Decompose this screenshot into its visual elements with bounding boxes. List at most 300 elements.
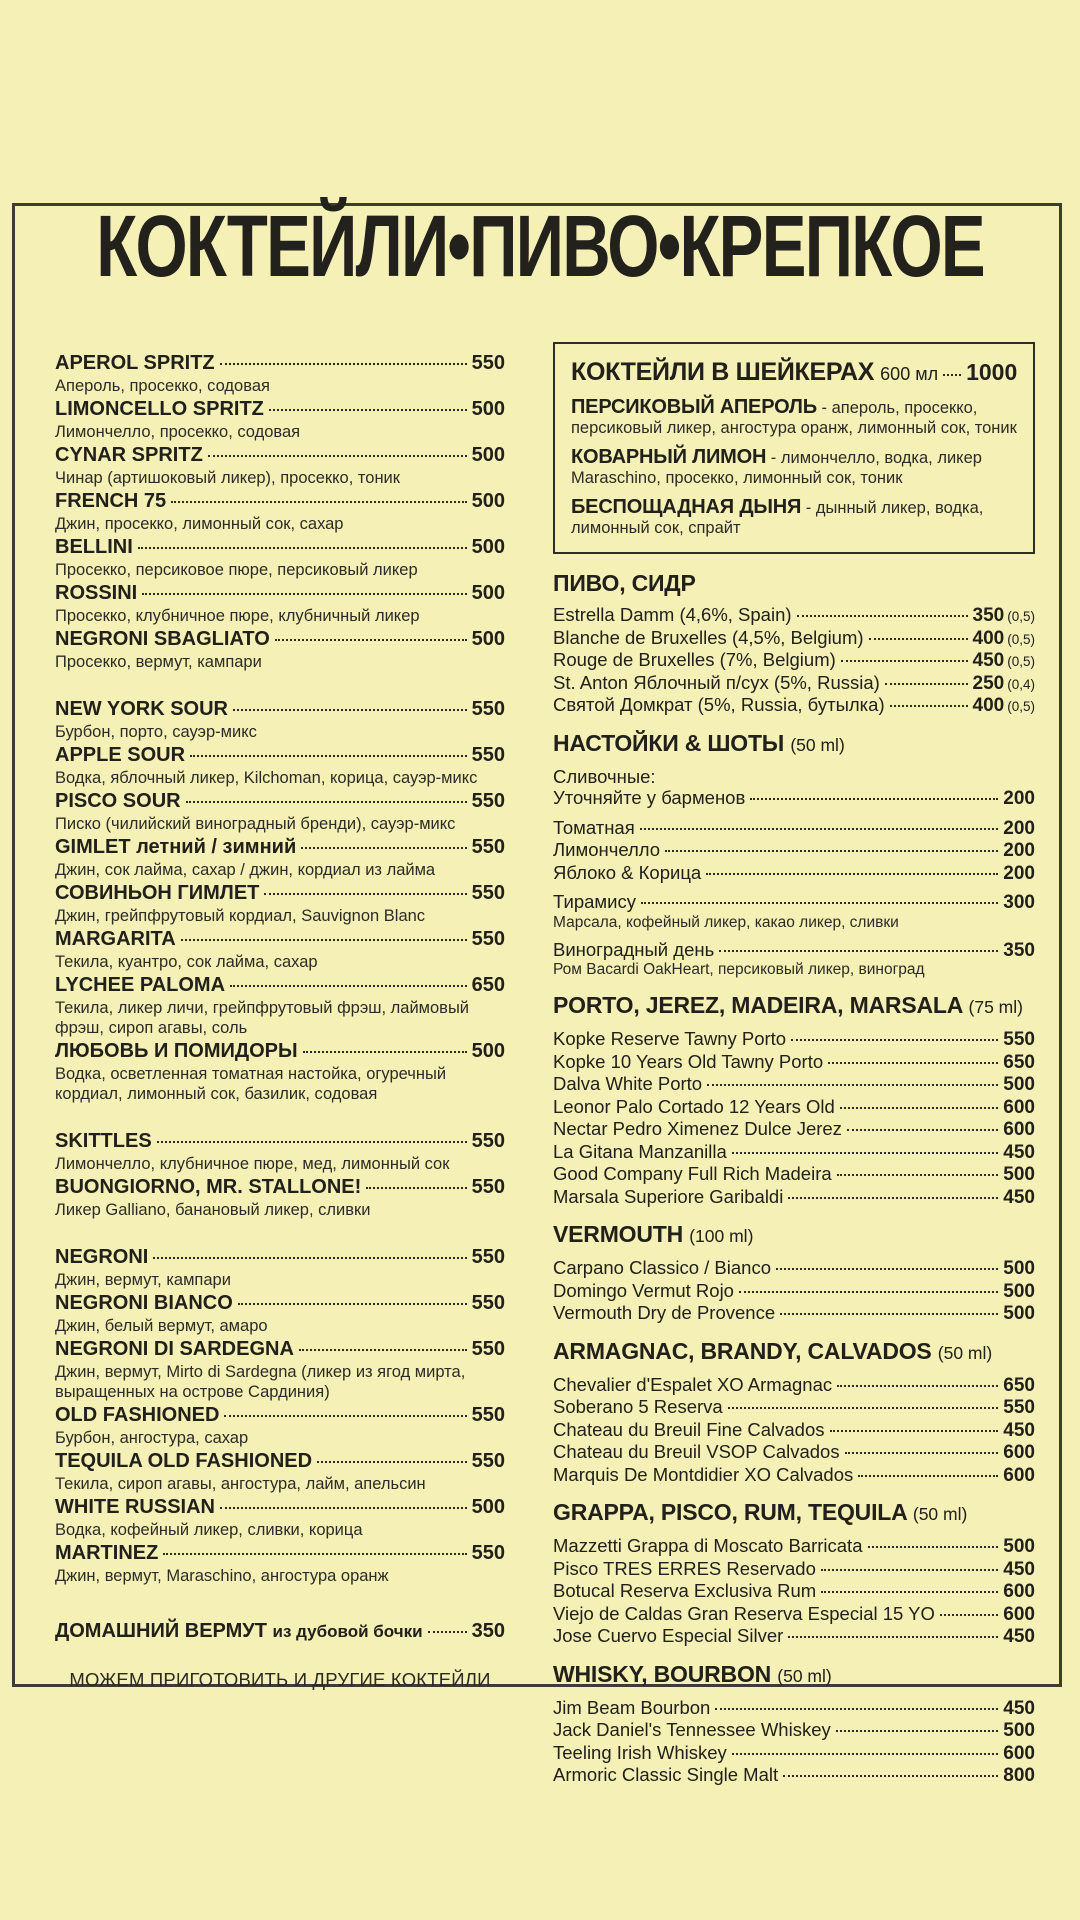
section-unit: (50 ml) — [790, 734, 845, 755]
item-price: 500 — [1003, 1280, 1035, 1302]
dot-leader — [869, 638, 968, 640]
dot-leader — [890, 705, 968, 707]
cocktail-item — [55, 1496, 505, 1540]
list-item — [553, 694, 1035, 717]
item-description: Марсала, кофейный ликер, какао ликер, сливки — [553, 913, 899, 931]
dot-leader — [269, 409, 467, 411]
dot-leader — [707, 1084, 998, 1086]
item-price: 550 — [471, 1130, 505, 1152]
dot-leader — [837, 1385, 998, 1387]
item-description: Бурбон, порто, сауэр-микс — [55, 723, 257, 741]
item-price: 450 — [972, 650, 1005, 671]
shaker-header — [571, 356, 1017, 388]
item-price: 450 — [1003, 1697, 1035, 1719]
item-name: Chateau du Breuil Fine Calvados — [553, 1418, 825, 1440]
item-row — [55, 1246, 505, 1269]
dot-leader — [233, 709, 467, 711]
dot-leader — [181, 939, 467, 941]
item-price: 600 — [1003, 1119, 1035, 1140]
shaker-item — [571, 397, 1017, 438]
item-name: Лимончелло — [553, 839, 661, 860]
item-name: Domingo Vermut Rojo — [553, 1279, 734, 1301]
list-item — [553, 627, 1035, 650]
item-row — [55, 582, 505, 605]
dot-leader — [828, 1062, 998, 1064]
item-name: MARTINEZ — [55, 1542, 159, 1564]
item-row — [553, 1396, 1035, 1419]
item-price: 550 — [471, 744, 505, 766]
item-row — [55, 882, 505, 905]
dot-leader — [739, 1291, 998, 1293]
house-vermouth-item — [55, 1620, 505, 1643]
cocktail-group — [55, 698, 505, 1104]
dot-leader — [940, 1614, 998, 1616]
item-price: 650 — [471, 974, 505, 996]
list-item — [553, 1280, 1035, 1303]
item-name: GIMLET летний / зимний — [55, 836, 297, 858]
item-price: 800 — [1003, 1765, 1035, 1786]
cocktail-item — [55, 1542, 505, 1586]
item-row — [55, 744, 505, 767]
menu-section — [553, 570, 1035, 717]
cocktail-item — [55, 1040, 505, 1104]
item-name: Jim Beam Bourbon — [553, 1696, 711, 1718]
item-price: 350 — [471, 1620, 505, 1642]
cocktail-group — [55, 1130, 505, 1220]
separator: - — [801, 499, 816, 517]
item-price: 600 — [1003, 1603, 1035, 1625]
item-description: Водка, яблочный ликер, Kilchoman, корица, сауэр-микс — [55, 769, 478, 787]
list-item — [553, 787, 1035, 810]
list-item — [553, 1374, 1035, 1397]
item-description: Джин, вермут, Maraschino, ангостура оранж — [55, 1567, 389, 1585]
dot-leader — [428, 1631, 467, 1633]
list-item — [553, 1580, 1035, 1603]
item-price: 550 — [471, 882, 505, 904]
item-description: Просекко, вермут, кампари — [55, 653, 262, 671]
item-price: 500 — [1003, 1303, 1035, 1324]
list-item — [553, 766, 1035, 788]
item-name: FRENCH 75 — [55, 490, 167, 512]
item-row — [553, 1141, 1035, 1164]
item-name: Botucal Reserva Exclusiva Rum — [553, 1580, 817, 1601]
item-description: Водка, кофейный ликер, сливки, корица — [55, 1521, 363, 1539]
item-price: 550 — [471, 352, 505, 374]
cocktail-item — [55, 744, 505, 788]
list-item — [553, 1118, 1035, 1141]
dot-leader — [791, 1039, 998, 1041]
section-title: PORTO, JEREZ, MADEIRA, MARSALA — [553, 992, 963, 1018]
item-name: Chevalier d'Espalet XO Armagnac — [553, 1373, 833, 1395]
item-price: 400 — [972, 695, 1005, 716]
dot-leader — [301, 847, 466, 849]
item-row — [55, 790, 505, 813]
item-name: Armoric Classic Single Malt — [553, 1764, 779, 1785]
section-unit: (50 ml) — [777, 1665, 832, 1686]
item-name: Carpano Classico / Bianco — [553, 1257, 771, 1278]
dot-leader — [837, 1174, 999, 1176]
cocktails-column — [55, 352, 505, 1691]
item-row — [553, 672, 1035, 695]
item-row — [553, 1118, 1035, 1141]
cocktail-item — [55, 698, 505, 742]
item-description: лимончелло, водка, ликер Maraschino, просекко, лимонный сок, тоник — [571, 449, 982, 487]
item-description: Просекко, клубничное пюре, клубничный ликер — [55, 607, 420, 625]
item-price: 600 — [1003, 1442, 1035, 1463]
item-price: 450 — [1003, 1558, 1035, 1580]
item-name: Vermouth Dry de Provence — [553, 1302, 776, 1323]
item-name: Jack Daniel's Tennessee Whiskey — [553, 1719, 831, 1740]
item-description: Джин, вермут, кампари — [55, 1271, 231, 1289]
list-item — [553, 1396, 1035, 1419]
item-name: St. Anton Яблочный п/сух (5%, Russia) — [553, 671, 880, 693]
item-name: Rouge de Bruxelles (7%, Belgium) — [553, 649, 836, 670]
item-name: Blanche de Bruxelles (4,5%, Belgium) — [553, 626, 864, 648]
item-name: NEGRONI SBAGLIATO — [55, 628, 270, 650]
item-price: 650 — [1003, 1051, 1035, 1073]
item-name: Soberano 5 Reserva — [553, 1396, 723, 1417]
menu-section — [553, 1221, 1035, 1325]
item-price: 600 — [1003, 1742, 1035, 1764]
item-name: Уточняйте у барменов — [553, 787, 746, 808]
item-price: 200 — [1003, 817, 1035, 839]
shaker-volume: 600 мл — [880, 364, 939, 384]
list-item — [553, 1535, 1035, 1558]
list-item — [553, 1028, 1035, 1051]
item-row — [55, 1542, 505, 1565]
item-row — [553, 891, 1035, 914]
item-name: Kopke Reserve Tawny Porto — [553, 1028, 787, 1049]
item-price: 500 — [471, 582, 505, 604]
cocktail-item — [55, 1176, 505, 1220]
dot-leader — [220, 363, 467, 365]
shaker-item — [571, 447, 1017, 488]
item-row — [553, 939, 1035, 962]
dot-leader — [783, 1775, 998, 1777]
item-price: 600 — [1003, 1464, 1035, 1486]
item-name: КОВАРНЫЙ ЛИМОН — [571, 446, 767, 468]
item-price: 450 — [1003, 1186, 1035, 1208]
item-row — [553, 604, 1035, 627]
list-item — [553, 939, 1035, 980]
item-price: 550 — [471, 1176, 505, 1198]
dot-leader — [847, 1129, 998, 1131]
dot-leader — [797, 615, 968, 617]
item-name: APPLE SOUR — [55, 744, 186, 766]
item-name: Teeling Irish Whiskey — [553, 1741, 727, 1763]
item-name: Томатная — [553, 816, 635, 838]
dot-leader — [303, 1051, 467, 1053]
item-name: NEW YORK SOUR — [55, 698, 228, 720]
cocktail-item — [55, 490, 505, 534]
item-price: 550 — [1003, 1029, 1035, 1050]
dot-leader — [780, 1313, 998, 1315]
item-description: Текила, сироп агавы, ангостура, лайм, апельсин — [55, 1475, 426, 1493]
section-header — [553, 1221, 1035, 1250]
item-row — [55, 398, 505, 421]
item-row — [553, 1764, 1035, 1787]
cocktail-item — [55, 1404, 505, 1448]
item-row — [553, 1603, 1035, 1626]
dot-leader — [138, 547, 467, 549]
list-item — [553, 891, 1035, 932]
item-volume: (0,5) — [1007, 609, 1035, 624]
cocktail-item — [55, 352, 505, 396]
list-item — [553, 1141, 1035, 1164]
item-name: CYNAR SPRITZ — [55, 444, 203, 466]
item-description: Текила, куантро, сок лайма, сахар — [55, 953, 318, 971]
item-name: СОВИНЬОН ГИМЛЕТ — [55, 882, 260, 904]
item-description: Писко (чилийский виноградный бренди), сауэр-микс — [55, 815, 456, 833]
item-name: Good Company Full Rich Madeira — [553, 1163, 832, 1184]
section-header — [553, 730, 1035, 759]
item-name: PISCO SOUR — [55, 790, 181, 812]
item-description: Джин, грейпфрутовый кордиал, Sauvignon Blanc — [55, 907, 426, 925]
menu-note: МОЖЕМ ПРИГОТОВИТЬ И ДРУГИЕ КОКТЕЙЛИ — [69, 1669, 491, 1690]
item-description: Чинар (артишоковый ликер), просекко, тоник — [55, 469, 400, 487]
dot-leader — [190, 755, 467, 757]
item-row — [55, 1450, 505, 1473]
item-row — [553, 1558, 1035, 1581]
item-row — [553, 862, 1035, 885]
item-name: NEGRONI BIANCO — [55, 1292, 233, 1314]
item-price: 550 — [471, 928, 505, 950]
dot-leader — [640, 828, 999, 830]
item-price: 500 — [471, 628, 505, 650]
item-row — [553, 1302, 1035, 1325]
item-description: Джин, сок лайма, сахар / джин, кордиал из лайма — [55, 861, 436, 879]
item-name: ДОМАШНИЙ ВЕРМУТ из дубовой бочки — [55, 1620, 423, 1642]
item-price: 500 — [1003, 1258, 1035, 1279]
item-price: 650 — [1003, 1374, 1035, 1396]
item-description: Просекко, персиковое пюре, персиковый ликер — [55, 561, 418, 579]
list-item — [553, 1257, 1035, 1280]
item-price: 550 — [471, 1450, 505, 1472]
dot-leader — [163, 1553, 466, 1555]
item-name: APEROL SPRITZ — [55, 352, 215, 374]
item-description: Апероль, просекко, содовая — [55, 377, 270, 395]
section-header — [553, 1338, 1035, 1367]
dot-leader — [821, 1569, 998, 1571]
list-item — [553, 862, 1035, 885]
list-item — [553, 1051, 1035, 1074]
item-row — [553, 1419, 1035, 1442]
dot-leader — [788, 1636, 998, 1638]
item-name: Виноградный день — [553, 938, 715, 960]
separator: - — [766, 449, 781, 467]
section-header — [553, 1661, 1035, 1690]
item-name: WHITE RUSSIAN — [55, 1496, 215, 1518]
item-name: OLD FASHIONED — [55, 1404, 220, 1426]
item-price: 550 — [471, 1404, 505, 1426]
item-row — [55, 836, 505, 859]
list-item — [553, 649, 1035, 672]
item-row — [55, 1040, 505, 1063]
dot-leader — [366, 1187, 466, 1189]
item-row — [553, 1186, 1035, 1209]
item-row — [553, 1051, 1035, 1074]
item-name: Святой Домкрат (5%, Russia, бутылка) — [553, 694, 885, 715]
dot-leader — [943, 374, 961, 376]
list-item — [553, 1419, 1035, 1442]
list-item — [553, 1603, 1035, 1626]
list-item — [553, 1464, 1035, 1487]
item-price: 250 — [972, 672, 1005, 694]
beer-strong-column — [553, 342, 1035, 1787]
item-row — [55, 536, 505, 559]
item-name: La Gitana Manzanilla — [553, 1140, 727, 1162]
item-price: 550 — [471, 1542, 505, 1564]
menu-section — [553, 1499, 1035, 1648]
list-item — [553, 839, 1035, 862]
item-description: Текила, ликер личи, грейпфрутовый фрэш, лаймовый фрэш, сироп агавы, соль — [55, 999, 470, 1037]
item-name: NEGRONI DI SARDEGNA — [55, 1338, 294, 1360]
cocktail-item — [55, 928, 505, 972]
item-description: Ром Bacardi OakHeart, персиковый ликер, виноград — [553, 961, 925, 978]
item-price: 500 — [471, 398, 505, 420]
item-price: 550 — [1003, 1397, 1035, 1418]
item-volume: (0,5) — [1007, 699, 1035, 714]
item-name: ROSSINI — [55, 582, 138, 604]
section-title: ПИВО, СИДР — [553, 570, 696, 596]
item-name-suffix: из дубовой бочки — [272, 1622, 423, 1641]
section-title: ARMAGNAC, BRANDY, CALVADOS — [553, 1337, 932, 1364]
item-name: Kopke 10 Years Old Tawny Porto — [553, 1050, 824, 1072]
list-item — [553, 1697, 1035, 1720]
item-row — [553, 1742, 1035, 1765]
list-item — [553, 1302, 1035, 1325]
item-description: Лимончелло, клубничное пюре, мед, лимонный сок — [55, 1155, 450, 1173]
item-volume: (0,5) — [1007, 654, 1035, 669]
section-header — [553, 570, 1035, 597]
dot-leader — [706, 873, 998, 875]
item-price: 200 — [1003, 840, 1035, 861]
item-row — [553, 1535, 1035, 1558]
item-row — [553, 1625, 1035, 1648]
item-row — [55, 1130, 505, 1153]
dot-leader — [841, 660, 968, 662]
section-title: WHISKY, BOURBON — [553, 1660, 772, 1687]
item-price: 450 — [1003, 1419, 1035, 1441]
item-price: 300 — [1003, 892, 1035, 913]
dot-leader — [836, 1730, 999, 1732]
item-price: 600 — [1003, 1581, 1035, 1602]
dot-leader — [788, 1197, 998, 1199]
list-item — [553, 1163, 1035, 1186]
item-price: 500 — [471, 1040, 505, 1062]
item-name: БЕСПОЩАДНАЯ ДЫНЯ — [571, 496, 802, 518]
item-label: Сливочные: — [553, 765, 656, 787]
item-price: 550 — [471, 836, 505, 858]
section-unit: (50 ml) — [912, 1504, 968, 1524]
item-name: Marquis De Montdidier XO Calvados — [553, 1463, 854, 1485]
shaker-price: 1000 — [966, 359, 1018, 385]
item-price: 550 — [471, 698, 505, 720]
item-row — [553, 1257, 1035, 1280]
item-description: апероль, просекко, персиковый ликер, ангостура оранж, лимонный сок, тоник — [571, 399, 1017, 437]
item-name: BELLINI — [55, 536, 133, 558]
item-row — [553, 1697, 1035, 1720]
item-name: MARGARITA — [55, 928, 176, 950]
dot-leader — [238, 1303, 467, 1305]
item-name: Nectar Pedro Ximenez Dulce Jerez — [553, 1118, 842, 1139]
dot-leader — [208, 455, 467, 457]
cocktail-item — [55, 1292, 505, 1336]
dot-leader — [220, 1507, 467, 1509]
cocktail-item — [55, 628, 505, 672]
cocktail-item — [55, 398, 505, 442]
item-name: Jose Cuervo Especial Silver — [553, 1625, 784, 1646]
item-row — [553, 1073, 1035, 1096]
dot-leader — [885, 683, 968, 685]
item-price: 500 — [1003, 1074, 1035, 1095]
dot-leader — [728, 1407, 999, 1409]
item-row — [553, 1096, 1035, 1119]
dot-leader — [830, 1430, 999, 1432]
shaker-box — [553, 342, 1035, 554]
item-name: Mazzetti Grappa di Moscato Barricata — [553, 1535, 863, 1556]
dot-leader — [750, 798, 998, 800]
item-description: Джин, просекко, лимонный сок, сахар — [55, 515, 344, 533]
item-description: Бурбон, ангостура, сахар — [55, 1429, 249, 1447]
item-row — [55, 1292, 505, 1315]
item-row — [55, 490, 505, 513]
list-item — [553, 1096, 1035, 1119]
item-row — [553, 1163, 1035, 1186]
item-price: 500 — [471, 1496, 505, 1518]
item-name: Тирамису — [553, 891, 636, 912]
item-row — [55, 1176, 505, 1199]
section-unit: (50 ml) — [937, 1342, 993, 1363]
item-name: ПЕРСИКОВЫЙ АПЕРОЛЬ — [571, 396, 817, 418]
list-item — [553, 1073, 1035, 1096]
shaker-item — [571, 497, 1017, 538]
item-price: 550 — [471, 1246, 505, 1268]
item-description: Водка, осветленная томатная настойка, огуречный кордиал, лимонный сок, базилик, содовая — [55, 1065, 447, 1103]
item-row — [553, 787, 1035, 810]
dot-leader — [317, 1461, 467, 1463]
item-row — [553, 1441, 1035, 1464]
list-item — [553, 817, 1035, 840]
dot-leader — [299, 1349, 467, 1351]
dot-leader — [641, 902, 998, 904]
item-price: 600 — [1003, 1096, 1035, 1118]
dot-leader — [858, 1475, 998, 1477]
dot-leader — [732, 1753, 999, 1755]
menu-section — [553, 992, 1035, 1208]
item-row — [55, 1496, 505, 1519]
item-description: Ликер Galliano, банановый ликер, сливки — [55, 1201, 371, 1219]
item-volume: (0,5) — [1007, 631, 1035, 647]
item-name: Marsala Superiore Garibaldi — [553, 1185, 784, 1207]
menu-title — [0, 198, 1080, 294]
item-row — [553, 627, 1035, 650]
cocktail-item — [55, 882, 505, 926]
item-name: Pisco TRES ERRES Reservado — [553, 1557, 816, 1579]
item-row — [55, 352, 505, 375]
section-unit: (75 ml) — [968, 997, 1023, 1017]
item-price: 500 — [471, 490, 505, 512]
item-row — [553, 839, 1035, 862]
section-header — [553, 992, 1035, 1021]
cocktail-group — [55, 1246, 505, 1586]
item-name: ЛЮБОВЬ И ПОМИДОРЫ — [55, 1040, 298, 1062]
item-name: TEQUILA OLD FASHIONED — [55, 1450, 313, 1472]
dot-leader — [845, 1452, 999, 1454]
item-description: Лимончелло, просекко, содовая — [55, 423, 301, 441]
cocktail-item — [55, 790, 505, 834]
list-item — [553, 1764, 1035, 1787]
